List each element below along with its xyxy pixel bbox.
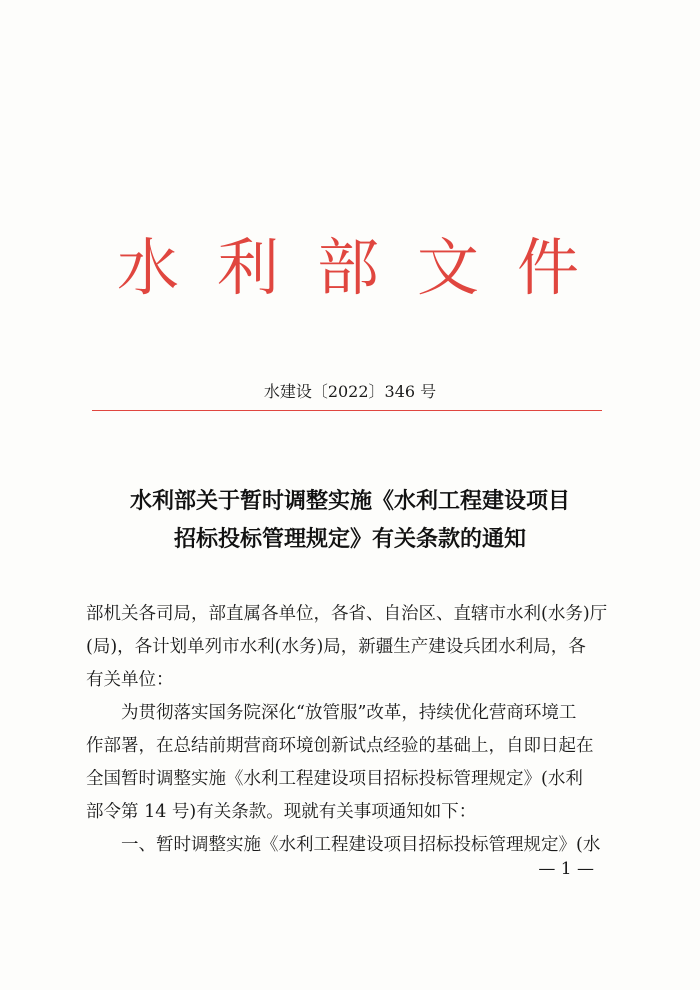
title-line: 招标投标管理规定》有关条款的通知 xyxy=(173,527,526,552)
paragraph-line: 作部署，在总结前期营商环境创新试点经验的基础上，自即日起在 xyxy=(86,736,594,756)
recipients-line: (局)，各计划单列市水利(水务)局，新疆生产建设兵团水利局，各 xyxy=(86,637,586,657)
document-body xyxy=(86,598,616,862)
masthead xyxy=(108,228,588,308)
recipients-line: 有关单位： xyxy=(86,670,174,690)
masthead-char: 利 xyxy=(216,231,279,304)
masthead-char: 水 xyxy=(116,231,179,304)
recipients-line: 部机关各司局，部直属各单位，各省、自治区、直辖市水利(水务)厅 xyxy=(86,604,608,624)
masthead-char: 文 xyxy=(416,231,479,304)
red-divider-line xyxy=(92,410,602,411)
paragraph-line: 一、暂时调整实施《水利工程建设项目招标投标管理规定》(水 xyxy=(121,835,601,855)
document-number: 水建设〔2022〕346 号 xyxy=(263,382,437,401)
document-title xyxy=(70,483,630,559)
paragraph-line: 部令第 14 号)有关条款。现就有关事项通知如下： xyxy=(86,802,477,822)
paragraph-line: 为贯彻落实国务院深化“放管服”改革，持续优化营商环境工 xyxy=(121,703,577,723)
masthead-char: 件 xyxy=(516,231,579,304)
paragraph-line: 全国暂时调整实施《水利工程建设项目招标投标管理规定》(水利 xyxy=(86,769,583,789)
page-number: — 1 — xyxy=(538,859,594,879)
masthead-char: 部 xyxy=(316,231,379,304)
title-line: 水利部关于暂时调整实施《水利工程建设项目 xyxy=(129,489,570,514)
